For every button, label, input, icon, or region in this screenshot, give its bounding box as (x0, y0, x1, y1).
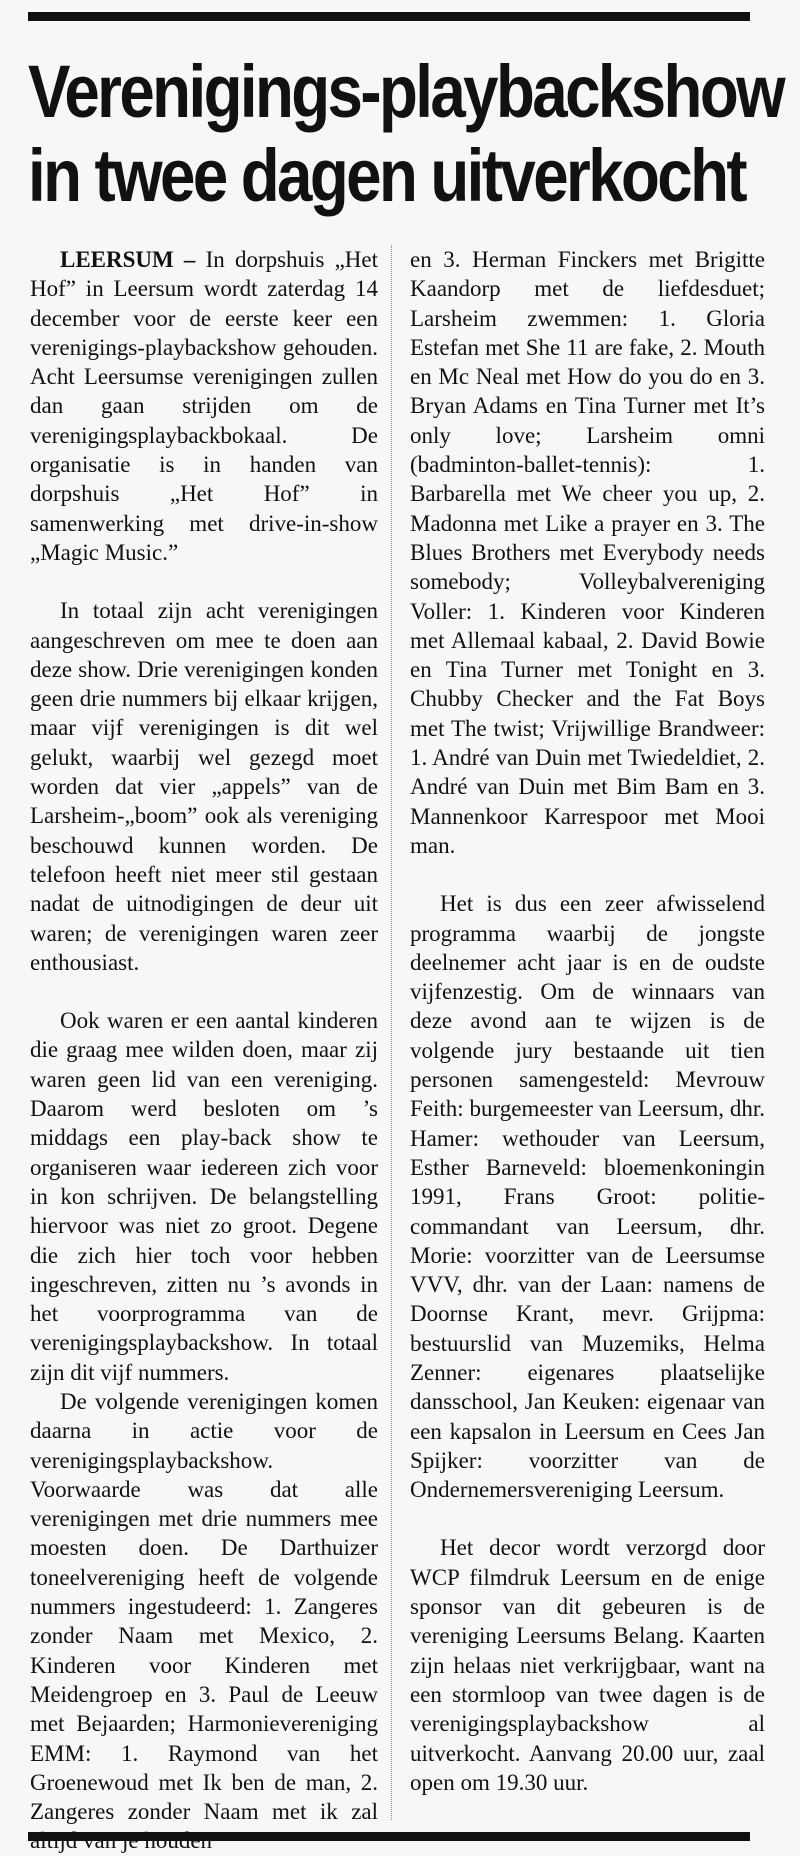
headline-line-2: in twee dagen uitverkocht (28, 134, 746, 217)
article-paragraph: en 3. Herman Finckers met Brigitte Kaandorp met de liefdesduet; Larsheim zwemmen: 1. Gloria Estefan met She 11 are fake, 2. Mouth en Mc Neal met How do you do en 3. Bryan Adams en Tina Turner met It’s only love; Larsheim omni (badminton-ballet-tennis): 1. Barbarella met We cheer you up, 2. Madonna met Like a prayer en 3. The Blues Brothers met Everybody needs somebody; Volleybalvereniging Voller: 1. Kinderen voor Kinderen met Allemaal kabaal, 2. David Bowie en Tina Turner met Tonight en 3. Chubby Checker and the Fat Boys met The twist; Vrijwillige Brandweer: 1. André van Duin met Twiedeldiet, 2. André van Duin met Bim Bam en 3. Mannenkoor Karrespoor met Mooi man. (410, 247, 765, 858)
headline (28, 50, 784, 218)
bottom-rule (28, 1832, 750, 1841)
top-rule (28, 12, 750, 21)
article-paragraph (30, 245, 378, 567)
headline-line-1: Verenigings-playbackshow (28, 50, 784, 133)
article-column-right (410, 245, 765, 1797)
paragraph-text: In dorpshuis „Het Hof” in Leersum wordt zaterdag 14 december voor de eerste keer een verenigings-playbackshow gehouden. Acht Leersumse verenigingen zullen dan gaan strijden om de verenigingsplaybackbokaal. De organisatie is in handen van dorpshuis „Het Hof” in samenwerking met drive-in-show „Magic Music.” (30, 247, 378, 565)
article-column-left (30, 245, 378, 1856)
article-paragraph: In totaal zijn acht verenigingen aangeschreven om mee te doen aan deze show. Drie verenigingen konden geen drie nummers bij elkaar krijgen, maar vijf verenigingen is dit wel gelukt, waarbij wel gezegd moet worden dat vier „appels” van de Larsheim-„boom” ook als vereniging beschouwd kunnen worden. De telefoon heeft niet meer stil gestaan nadat de uitnodigingen de deur uit waren; de verenigingen waren zeer enthousiast. (30, 598, 378, 975)
dateline: LEERSUM – (60, 247, 196, 272)
column-divider (391, 245, 392, 1820)
article-paragraph: Het is dus een zeer afwisselend programma waarbij de jongste deelnemer acht jaar is en de oudste vijfenzestig. Om de winnaars van deze avond aan te wijzen is de volgende jury bestaande uit tien personen samengesteld: Mevrouw Feith: burgemeester van Leersum, dhr. Hamer: wethouder van Leersum, Esther Barneveld: bloemenkoningin 1991, Frans Groot: politie-commandant van Leersum, dhr. Morie: voorzitter van de Leersumse VVV, dhr. van der Laan: namens de Doornse Krant, mevr. Grijpma: bestuurslid van Muzemiks, Helma Zenner: eigenares plaatselijke dansschool, Jan Keuken: eigenaar van een kapsalon in Leersum en Cees Jan Spijker: voorzitter van de Ondernemersvereniging Leersum. (410, 891, 765, 1503)
article-paragraph: Het decor wordt verzorgd door WCP filmdruk Leersum en de enige sponsor van dit gebeuren is de vereniging Leersums Belang. Kaarten zijn helaas niet verkrijgbaar, want na een stormloop van twee dagen is de verenigingsplaybackshow al uitverkocht. Aanvang 20.00 uur, zaal open om 19.30 uur. (410, 1535, 765, 1795)
article-paragraph: Ook waren er een aantal kinderen die graag mee wilden doen, maar zij waren geen lid van een vereniging. Daarom werd besloten om ’s middags een play-back show te organiseren waar iedereen zich voor in kon schrijven. De belangstelling hiervoor was niet zo groot. Degene die zich hier toch voor hebben ingeschreven, zitten nu ’s avonds in het voorprogramma van de verenigingsplaybackshow. In totaal zijn dit vijf nummers. (30, 1008, 378, 1385)
article-paragraph: Voorwaarde was dat alle verenigingen met drie nummers mee moesten doen. De Darthuizer toneelvereniging heeft de volgende nummers ingestudeerd: 1. Zangeres zonder Naam met Mexico, 2. Kinderen voor Kinderen met Meidengroep en 3. Paul de Leeuw met Bejaarden; Harmonievereniging EMM: 1. Raymond van het Groenewoud met Ik ben de man, 2. Zangeres zonder Naam met ik zal (30, 1476, 378, 1825)
article-paragraph: De volgende verenigingen komen daarna in actie voor de verenigingsplaybackshow. (30, 1388, 378, 1473)
